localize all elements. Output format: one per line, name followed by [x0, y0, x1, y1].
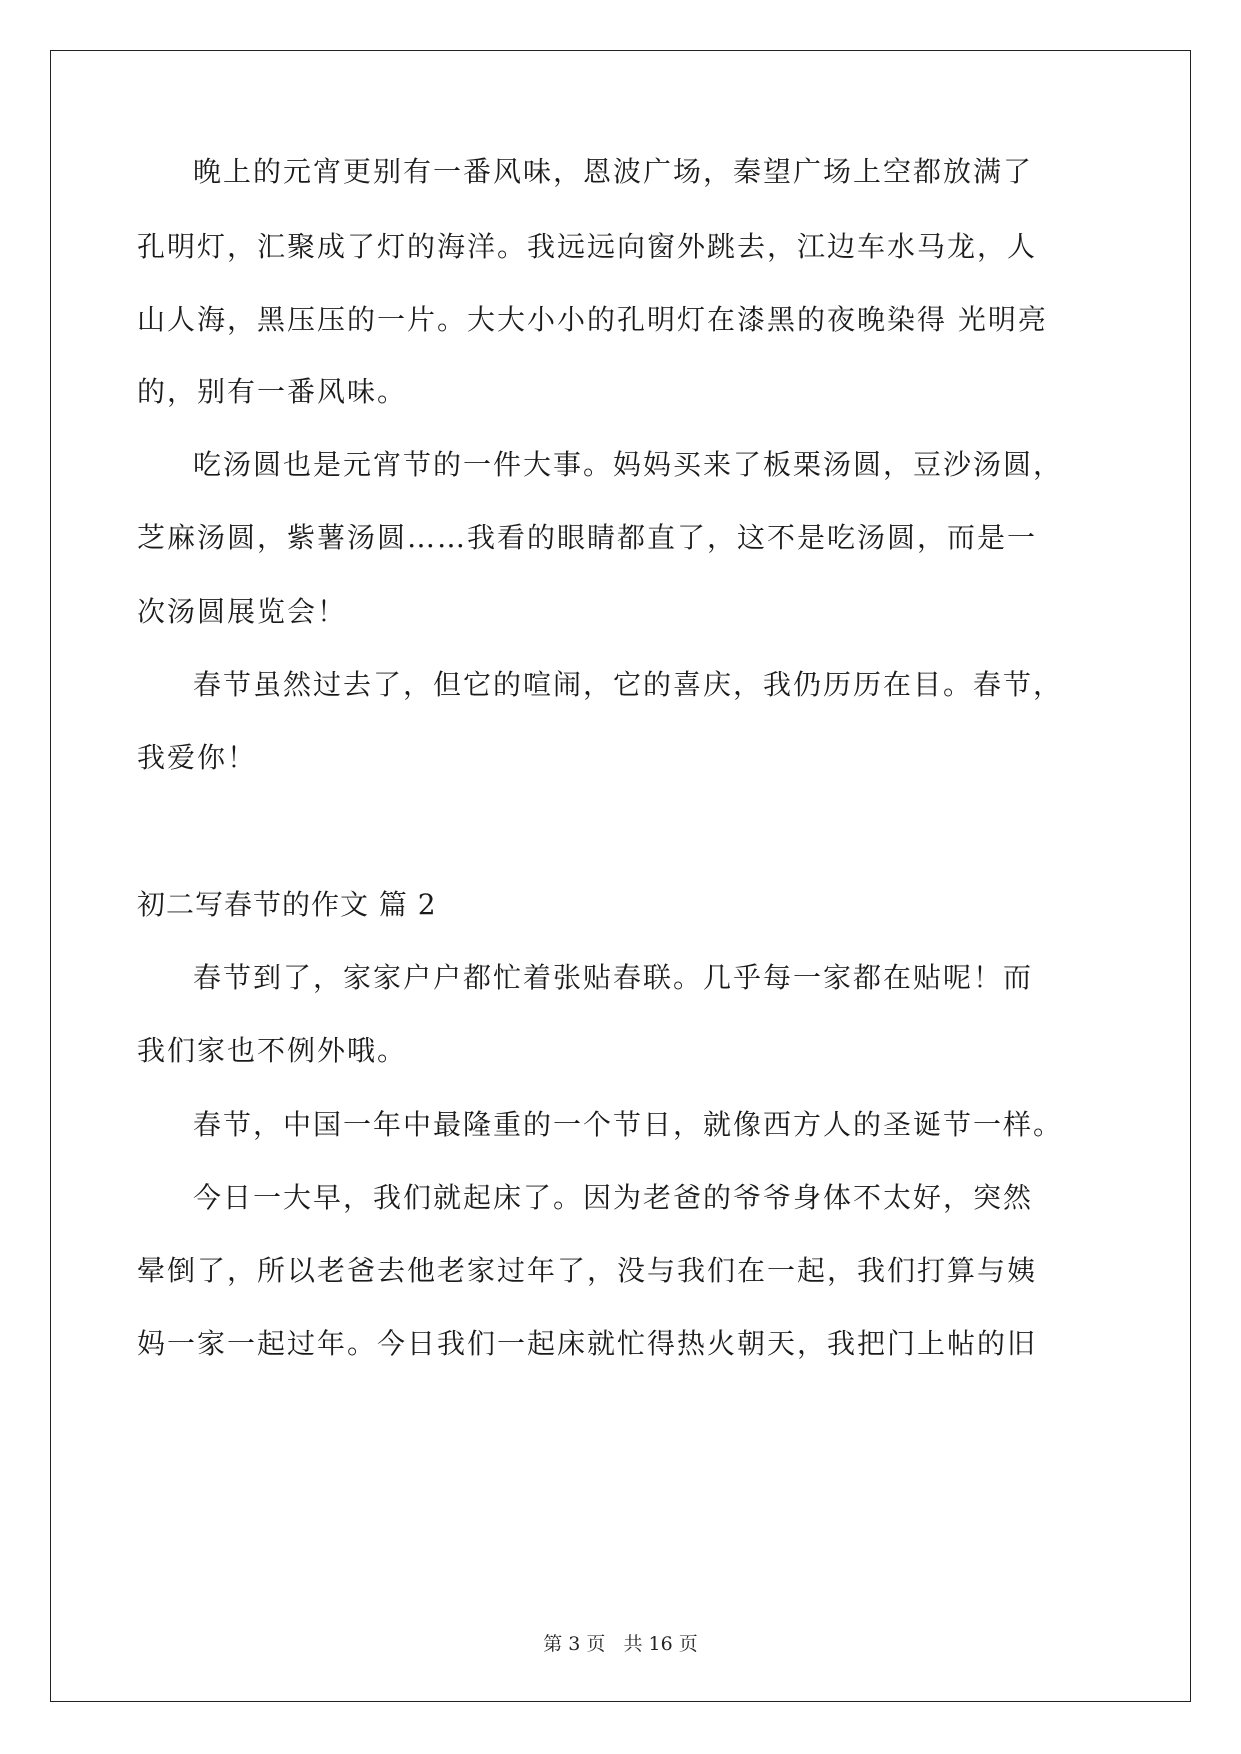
text-line: 今日一大早，我们就起床了。因为老爸的爷爷身体不太好，突然 — [193, 1181, 1034, 1214]
text-line: 孔明灯，汇聚成了灯的海洋。我远远向窗外跳去，江边车水马龙，人 — [137, 230, 1038, 263]
page-frame — [50, 50, 1191, 1702]
section-title: 初二写春节的作文 篇 2 — [137, 888, 437, 921]
text-line: 晕倒了，所以老爸去他老家过年了，没与我们在一起，我们打算与姨 — [137, 1254, 1038, 1287]
text-line: 吃汤圆也是元宵节的一件大事。妈妈买来了板栗汤圆，豆沙汤圆， — [193, 448, 1064, 481]
text-line: 芝麻汤圆，紫薯汤圆……我看的眼睛都直了，这不是吃汤圆，而是一 — [137, 521, 1038, 554]
page-total: 共 16 页 — [623, 1633, 698, 1655]
text-line: 的，别有一番风味。 — [137, 375, 408, 408]
page-number: 第 3 页 — [543, 1633, 606, 1655]
text-line: 春节到了，家家户户都忙着张贴春联。几乎每一家都在贴呢！而 — [193, 961, 1034, 994]
text-line: 我爱你！ — [137, 741, 258, 774]
text-line: 山人海，黑压压的一片。大大小小的孔明灯在漆黑的夜晚染得 光明亮 — [137, 303, 1048, 336]
text-line: 妈一家一起过年。今日我们一起床就忙得热火朝天，我把门上帖的旧 — [137, 1327, 1038, 1360]
text-line: 春节虽然过去了，但它的喧闹，它的喜庆，我仍历历在目。春节， — [193, 668, 1064, 701]
page-footer — [0, 1632, 1241, 1656]
text-line: 春节，中国一年中最隆重的一个节日，就像西方人的圣诞节一样。 — [193, 1108, 1064, 1141]
text-line: 我们家也不例外哦。 — [137, 1034, 408, 1067]
text-line: 晚上的元宵更别有一番风味，恩波广场，秦望广场上空都放满了 — [193, 155, 1034, 188]
text-line: 次汤圆展览会！ — [137, 595, 348, 628]
